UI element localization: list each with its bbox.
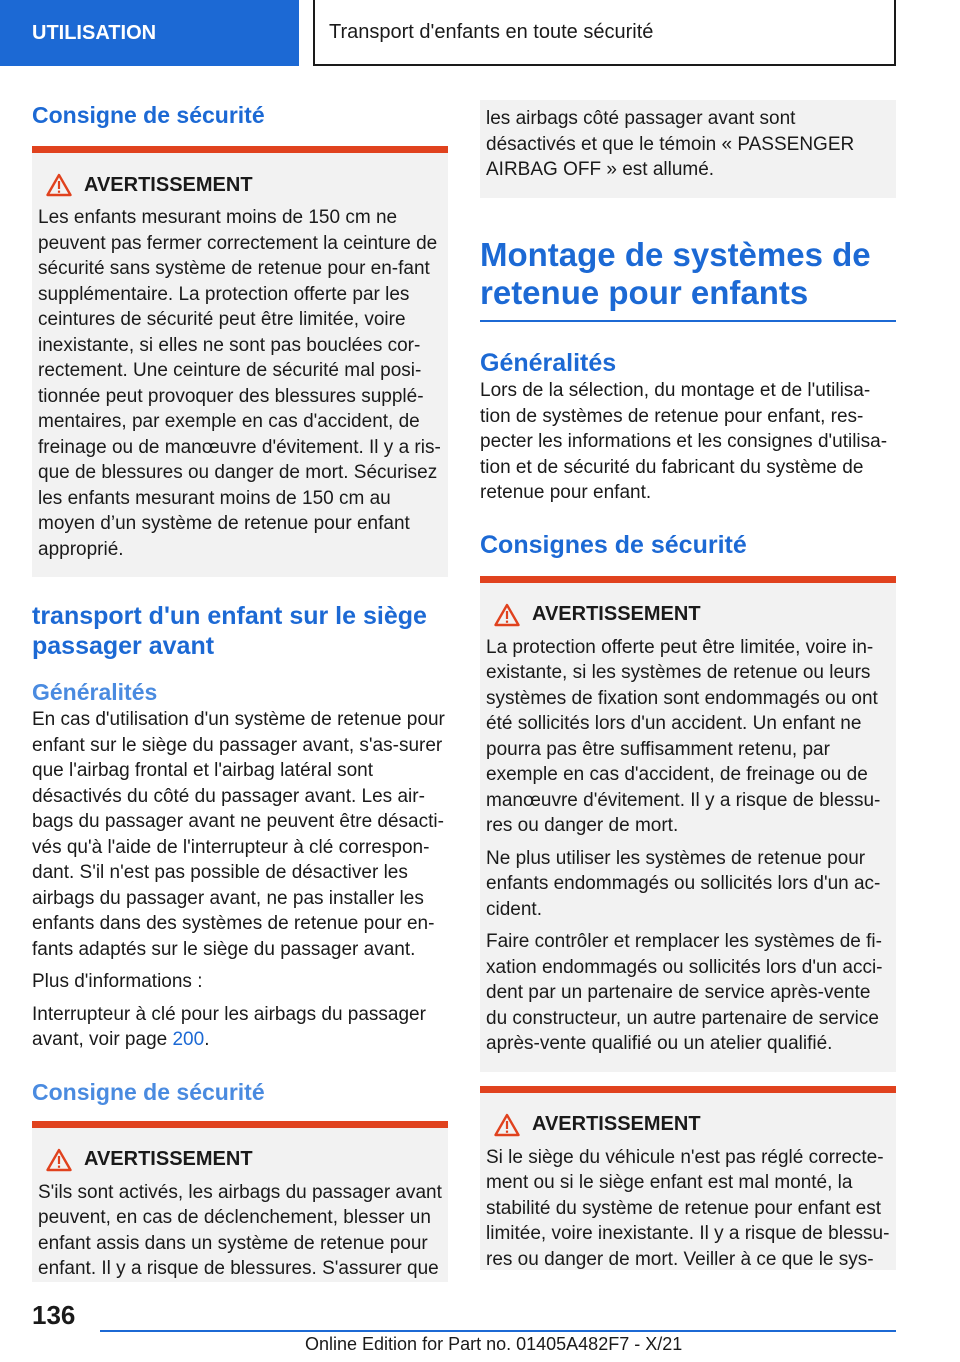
- warning-header-2: [38, 1148, 442, 1172]
- reference-end: .: [204, 1029, 210, 1050]
- warning-label-3: AVERTISSEMENT: [532, 603, 701, 625]
- warning-triangle-icon: [46, 1148, 72, 1172]
- warning-triangle-icon: [494, 603, 520, 627]
- warning-header-3: [486, 603, 890, 627]
- warning-text-3c: Faire contrôler et remplacer les systèmes de fi-xation endommagés ou sollicités lors d'un acci-dent par un partenaire de service après-vente du constructeur, un autre partenaire de service après-vente qualifié ou un atelier qualifié.: [486, 931, 883, 1054]
- warning-header-4: [486, 1113, 890, 1137]
- paragraph-general: En cas d'utilisation d'un système de retenue pour enfant sur le siège du passager avant, s'as-surer que l'airbag frontal et l'airbag latéral sont désactivés du côté du passager avant. Les air-bags du passager avant ne peuvent être désacti-vés qu'à l'aide de l'interrupteur à clé correspon-dant. S'il n'est pas possible de désactiver les airbags du passager avant, ne pas installer les enfants dans des systèmes de retenue pour en-fants adaptés sur le siège du passager avant.: [32, 709, 445, 960]
- warning-box-3: [480, 576, 896, 1072]
- page-link[interactable]: 200: [172, 1029, 205, 1050]
- warning-text-3a: La protection offerte peut être limitée, voire in-existante, si les systèmes de retenue ou leurs systèmes de fixation sont endommagés ou ont été sollicités lors d'un accident. Un enfant ne pourra pas être suffisamment retenu, par exemple en cas d'accident, de freinage ou de manœuvre d'évitement. Il y a risque de blessu-res ou danger de mort.: [486, 636, 881, 836]
- page-title: Transport d'enfants en toute sécurité: [313, 0, 896, 66]
- warning-box-4: [480, 1086, 896, 1270]
- heading-general: Généralités: [32, 679, 158, 705]
- warning-text-2: S'ils sont activés, les airbags du passager avant peuvent, en cas de déclenchement, blesser un enfant assis dans un système de retenue pour enfant. Il y a risque de blessures. S'assurer que: [38, 1181, 442, 1279]
- paragraph-general-right: Lors de la sélection, du montage et de l'utilisa-tion de systèmes de retenue pour enfant, res-pecter les informations et les consignes d'utilisa-tion et de sécurité du fabricant du système de retenue pour enfant.: [480, 380, 888, 503]
- warning-label-2: AVERTISSEMENT: [84, 1148, 253, 1170]
- heading-mounting-block: [480, 236, 896, 322]
- warning-box: [32, 146, 448, 577]
- reference-text: Interrupteur à clé pour les airbags du passager avant, voir page: [32, 1003, 426, 1050]
- heading-transport-front-seat: transport d'un enfant sur le siège passager avant: [32, 602, 427, 660]
- heading-safety-notice: Consigne de sécurité: [32, 102, 265, 128]
- heading-general-right: Généralités: [480, 349, 617, 377]
- warning-text-4: Si le siège du véhicule n'est pas réglé correcte-ment ou si le siège enfant est mal monté, la stabilité du système de retenue pour enfant est limitée, voire inexistante. Il y a risque de blessu-res ou danger de mort. Veiller à ce que le sys-: [486, 1146, 890, 1270]
- warning-text: Les enfants mesurant moins de 150 cm ne peuvent pas fermer correctement la ceinture de sécurité sans système de retenue pour en-fant supplémentaire. La protection offerte par les ceintures de sécurité peut être limitée, voire inexistante, si elles ne sont pas bouclées cor-rectement. Une ceinture de sécurité mal posi-tionnée peut provoquer des blessures supplé-mentaires, par exemple en cas d'accident, de freinage ou de manœuvre d'évitement. Il y a ris-que de blessures ou danger de mort. Sécurisez les enfants mesurant moins de 150 cm au moyen d’un système de retenue pour enfant approprié.: [38, 207, 441, 560]
- paragraph-reference: [32, 1002, 448, 1053]
- warning-text-continued: les airbags côté passager avant sont désactivés et que le témoin « PASSENGER AIRBAG OFF » est allumé.: [486, 108, 855, 180]
- warning-label: AVERTISSEMENT: [84, 173, 253, 196]
- warning-box-continued: [480, 100, 896, 198]
- warning-triangle-icon: [494, 1113, 520, 1137]
- warning-box-2: [32, 1121, 448, 1282]
- warning-header: [38, 173, 442, 197]
- page-number: 136: [32, 1300, 76, 1330]
- footer-edition: Online Edition for Part no. 01405A482F7 - X/21: [305, 1334, 683, 1354]
- paragraph-more-info: Plus d'informations :: [32, 971, 203, 992]
- heading-safety-notice-2: Consigne de sécurité: [32, 1078, 265, 1105]
- warning-label-4: AVERTISSEMENT: [532, 1113, 701, 1135]
- section-tab: UTILISATION: [0, 0, 299, 66]
- footer-rule: [100, 1330, 896, 1332]
- warning-triangle-icon: [46, 173, 72, 197]
- left-column: [32, 100, 448, 1282]
- heading-safety-notices: Consignes de sécurité: [480, 530, 747, 559]
- heading-mounting-child-seats: Montage de systèmes de retenue pour enfants: [480, 236, 871, 311]
- warning-text-3b: Ne plus utiliser les systèmes de retenue pour enfants endommagés ou sollicités lors d'un ac-cident.: [486, 847, 881, 920]
- right-column: [480, 100, 896, 1270]
